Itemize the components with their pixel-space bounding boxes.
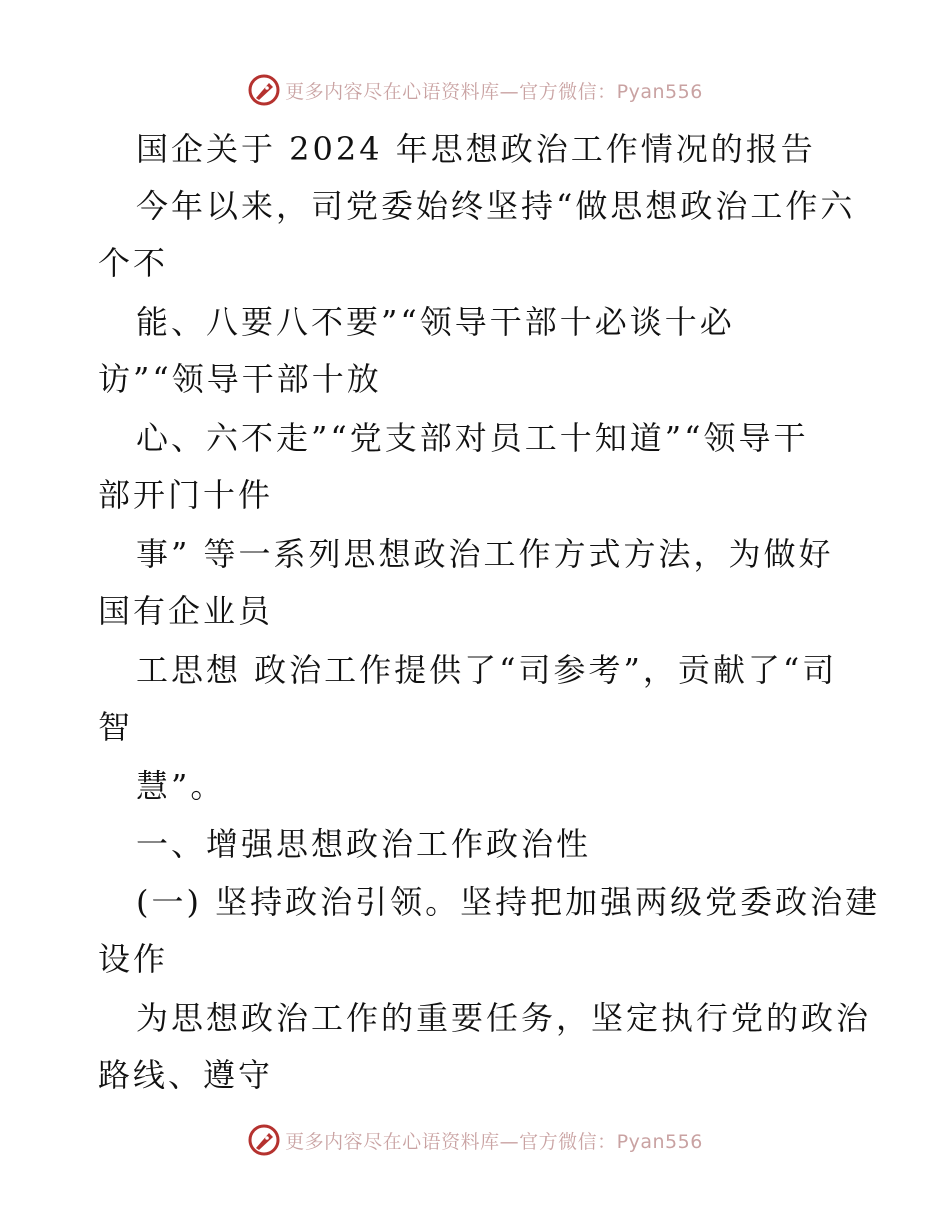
pen-nib-logo-icon: [247, 73, 281, 107]
paragraph-line: 能、八要八不要”“领导干部十必谈十必: [136, 303, 735, 341]
paragraph-line: 部开门十件: [98, 476, 274, 514]
paragraph-line: 路线、遵守: [98, 1056, 274, 1094]
paragraph-line: (一) 坚持政治引领。坚持把加强两级党委政治建: [136, 883, 881, 921]
paragraph-line: 国有企业员: [98, 592, 274, 630]
paragraph-line: 工思想 政治工作提供了“司参考”，贡献了“司: [136, 651, 838, 689]
section-heading: 一、增强思想政治工作政治性: [136, 825, 592, 863]
paragraph-line: 为思想政治工作的重要任务，坚定执行党的政治: [136, 999, 872, 1037]
paragraph-line: 事” 等一系列思想政治工作方式方法，为做好: [136, 535, 834, 573]
watermark-footer: [0, 1120, 950, 1160]
paragraph-line: 心、六不走”“党支部对员工十知道”“领导干: [136, 419, 809, 457]
paragraph-line: 访”“领导干部十放: [98, 360, 382, 398]
watermark-header: [0, 70, 950, 110]
paragraph-line: 今年以来，司党委始终坚持“做思想政治工作六: [136, 187, 856, 225]
pen-nib-logo-icon: [247, 1123, 281, 1157]
watermark-text: 更多内容尽在心语资料库—官方微信：Pyan556: [285, 1130, 703, 1153]
paragraph-line: 个不: [98, 244, 169, 282]
paragraph-line: 智: [98, 708, 134, 746]
paragraph-line: 慧”。: [136, 767, 226, 805]
document-title: 国企关于 2024 年思想政治工作情况的报告: [136, 130, 816, 168]
watermark-text: 更多内容尽在心语资料库—官方微信：Pyan556: [285, 80, 703, 103]
paragraph-line: 设作: [98, 940, 169, 978]
